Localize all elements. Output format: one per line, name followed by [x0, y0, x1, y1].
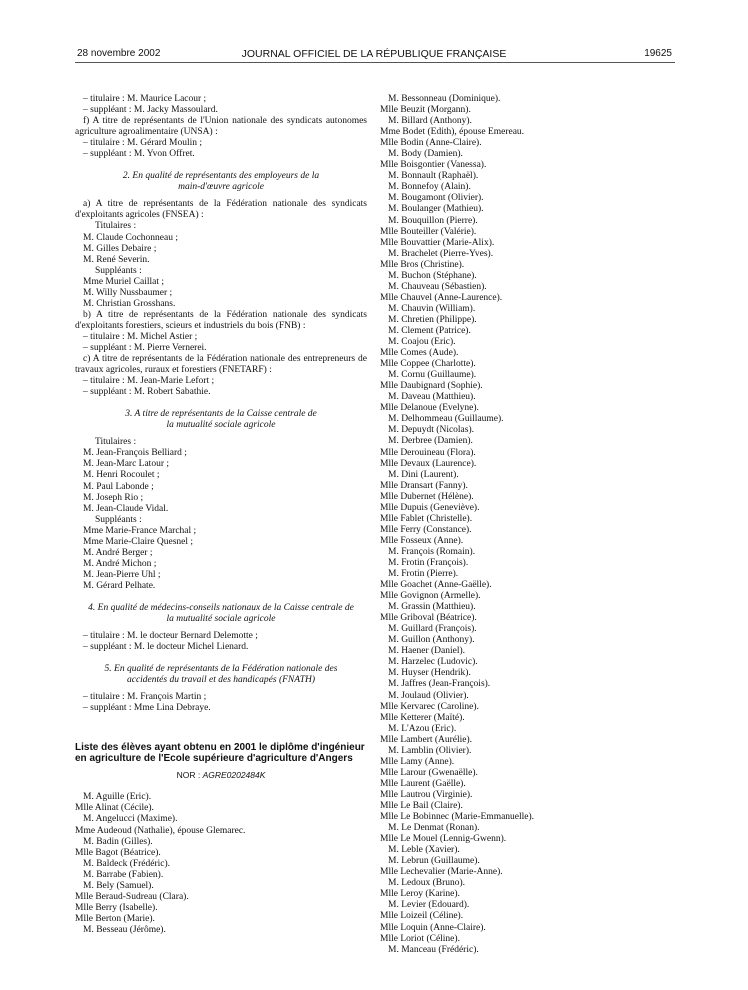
- list-item: M. Aguille (Eric).: [83, 792, 152, 803]
- section-heading: 4. En qualité de médecins-conseils nationaux de la Caisse centrale de la mutualité sociale agricole: [88, 602, 354, 625]
- list-item: Mlle Devaux (Laurence).: [380, 458, 477, 469]
- list-item: M. Lebrun (Guillaume).: [388, 856, 480, 867]
- list-item: M. Guillon (Anthony).: [388, 635, 475, 646]
- text-line: M. Claude Cochonneau ;: [83, 232, 178, 243]
- text-line: M. Gilles Debaire ;: [83, 243, 157, 254]
- list-item: Mlle Fosseux (Anne).: [380, 535, 464, 546]
- nor-label: NOR :: [176, 770, 203, 781]
- list-item: M. Bely (Samuel).: [83, 880, 154, 891]
- list-item: M. Bouquillon (Pierre).: [388, 215, 478, 226]
- list-item: M. L'Azou (Eric).: [388, 723, 457, 734]
- list-item: Mlle Govignon (Armelle).: [380, 591, 481, 602]
- list-item: Mlle Bouvattier (Marie-Alix).: [380, 237, 495, 248]
- list-item: Mlle Delanoue (Evelyne).: [380, 403, 479, 414]
- text-line: – titulaire : M. François Martin ;: [83, 692, 207, 703]
- list-item: M. Billard (Anthony).: [388, 116, 472, 127]
- subheading: Suppléants :: [95, 265, 142, 276]
- text-line: M. Joseph Rio ;: [83, 492, 144, 503]
- list-item: Mlle Loizeil (Céline).: [380, 911, 464, 922]
- list-item: M. Lamblin (Olivier).: [388, 745, 472, 756]
- list-item: Mlle Loriot (Céline).: [380, 933, 460, 944]
- list-item: Mlle Coppee (Charlotte).: [380, 359, 476, 370]
- list-item: M. Chretien (Philippe).: [388, 314, 477, 325]
- text-line: – titulaire : M. Michel Astier ;: [83, 331, 198, 342]
- text-line: M. André Michon ;: [83, 558, 157, 569]
- list-item: Mlle Chauvel (Anne-Laurence).: [380, 292, 503, 303]
- list-item: M. Haener (Daniel).: [388, 646, 466, 657]
- list-item: Mlle Laurent (Gaëlle).: [380, 778, 466, 789]
- list-item: Mlle Bouteiller (Valérie).: [380, 226, 477, 237]
- subheading: Suppléants :: [95, 514, 142, 525]
- text-line: – suppléant : M. le docteur Michel Lienard.: [83, 642, 249, 653]
- list-item: M. Bonnefoy (Alain).: [388, 182, 471, 193]
- list-item: M. Bessonneau (Dominique).: [388, 94, 501, 104]
- list-item: M. Manceau (Frédéric).: [388, 944, 479, 955]
- subheading: Titulaires :: [95, 437, 137, 448]
- list-item: Mlle Bros (Christine).: [380, 259, 465, 270]
- list-item: Mlle Goachet (Anne-Gaëlle).: [380, 580, 492, 591]
- list-item: M. Delhommeau (Guillaume).: [388, 414, 504, 425]
- text-line: M. Christian Grosshans.: [83, 298, 176, 309]
- subheading: Titulaires :: [95, 221, 137, 232]
- list-item: Mlle Loquin (Anne-Claire).: [380, 922, 486, 933]
- paragraph: a) A titre de représentants de la Fédération nationale des syndicats d'exploitants agricoles (FNSEA) :: [75, 199, 367, 221]
- list-item: Mlle Derouineau (Flora).: [380, 447, 476, 458]
- list-item: M. Cornu (Guillaume).: [388, 370, 477, 381]
- text-line: M. Jean-Claude Vidal.: [83, 503, 169, 514]
- left-column: [75, 94, 367, 936]
- header-rule: [75, 62, 675, 63]
- list-item: M. Grassin (Matthieu).: [388, 602, 476, 613]
- list-item: Mlle Le Bobinnec (Marie-Emmanuelle).: [380, 812, 535, 823]
- list-item: M. Dini (Laurent).: [388, 469, 459, 480]
- paragraph: c) A titre de représentants de la Fédération nationale des entrepreneurs de travaux agricoles, ruraux et forestiers (FNETARF) :: [75, 354, 367, 376]
- list-item: M. Brachelet (Pierre-Yves).: [388, 248, 494, 259]
- list-item: Mlle Le Bail (Claire).: [380, 801, 463, 811]
- list-item: Mlle Leroy (Karine).: [380, 889, 460, 900]
- text-line: Mme Marie-France Marchal ;: [83, 525, 197, 536]
- list-item: M. Besseau (Jérôme).: [83, 924, 166, 935]
- text-line: M. Gérard Pelhate.: [83, 580, 156, 591]
- text-line: – suppléant : M. Jacky Massoulard.: [83, 105, 218, 116]
- nor-code: AGRE0202484K: [202, 770, 266, 781]
- list-item: Mlle Ketterer (Maïté).: [380, 712, 465, 723]
- list-item: Mlle Daubignard (Sophie).: [380, 381, 483, 392]
- text-line: M. Jean-Pierre Uhl ;: [83, 569, 161, 580]
- list-item: Mme Bodet (Edith), épouse Emereau.: [380, 127, 525, 138]
- list-item: Mlle Beraud-Sudreau (Clara).: [75, 891, 189, 902]
- text-line: M. René Severin.: [83, 254, 150, 265]
- text-line: M. Willy Nussbaumer ;: [83, 287, 173, 298]
- paragraph: f) A titre de représentants de l'Union nationale des syndicats autonomes agriculture agroalimentaire (UNSA) :: [75, 116, 367, 138]
- list-item: Mlle Griboval (Béatrice).: [380, 613, 477, 624]
- list-item: Mlle Larour (Gwenaëlle).: [380, 767, 478, 778]
- page-number: 19625: [644, 48, 672, 59]
- list-item: M. Coajou (Eric).: [388, 337, 456, 348]
- list-item: M. Frotin (François).: [388, 557, 469, 568]
- list-item: M. Depuydt (Nicolas).: [388, 425, 475, 436]
- section-heading: 5. En qualité de représentants de la Fédération nationale des accidentés du travail et des handicapés (FNATH): [104, 664, 338, 686]
- right-column: [380, 94, 676, 956]
- text-line: Mme Marie-Claire Quesnel ;: [83, 536, 194, 547]
- list-item: Mlle Beuzit (Morgann).: [380, 105, 471, 116]
- list-item: Mme Audeoud (Nathalie), épouse Glemarec.: [75, 825, 246, 836]
- list-item: M. Chauvin (William).: [388, 303, 476, 314]
- list-item: Mlle Bodin (Anne-Claire).: [380, 138, 482, 149]
- list-item: Mlle Comes (Aude).: [380, 348, 459, 359]
- list-item: M. Angelucci (Maxime).: [83, 814, 178, 825]
- list-item: Mlle Bagot (Béatrice).: [75, 847, 161, 858]
- list-item: M. Harzelec (Ludovic).: [388, 657, 478, 668]
- text-line: – suppléant : M. Robert Sabathie.: [83, 387, 211, 398]
- header-date: 28 novembre 2002: [77, 48, 161, 59]
- section-heading: 2. En qualité de représentants des employeurs de la main-d'œuvre agricole: [122, 171, 320, 193]
- text-line: M. Paul Labonde ;: [83, 481, 154, 492]
- list-item: M. Derbree (Damien).: [388, 436, 473, 447]
- list-item: M. Barrabe (Fabien).: [83, 869, 164, 880]
- list-item: M. Le Denmat (Ronan).: [388, 823, 480, 834]
- list-item: M. François (Romain).: [388, 546, 476, 557]
- list-item: Mlle Berry (Isabelle).: [75, 902, 158, 913]
- list-item: Mlle Lautrou (Virginie).: [380, 789, 473, 800]
- text-line: Mme Muriel Caillat ;: [83, 276, 165, 287]
- list-item: Mlle Ferry (Constance).: [380, 524, 472, 535]
- list-item: Mlle Lechevalier (Marie-Anne).: [380, 867, 503, 878]
- list-item: M. Ledoux (Bruno).: [388, 878, 466, 889]
- text-line: – titulaire : M. Jean-Marie Lefort ;: [83, 376, 215, 387]
- list-item: M. Levier (Edouard).: [388, 900, 470, 911]
- list-item: Mlle Lamy (Anne).: [380, 756, 455, 767]
- text-line: – suppléant : Mme Lina Debraye.: [83, 703, 211, 714]
- list-item: M. Baldeck (Frédéric).: [83, 858, 171, 869]
- section-heading: 3. A titre de représentants de la Caisse centrale de la mutualité sociale agricole: [125, 409, 317, 431]
- list-item: Mlle Dubernet (Hélène).: [380, 491, 474, 502]
- list-item: M. Body (Damien).: [388, 149, 463, 160]
- text-line: M. André Berger ;: [83, 547, 153, 558]
- list-item: M. Huyser (Hendrik).: [388, 668, 471, 679]
- text-line: M. Jean-Marc Latour ;: [83, 459, 169, 470]
- list-item: M. Chauveau (Sébastien).: [388, 281, 487, 292]
- nor-reference: [75, 770, 367, 781]
- list-item: M. Jaffres (Jean-François).: [388, 679, 491, 690]
- text-line: M. Jean-François Belliard ;: [83, 448, 187, 459]
- list-item: Mlle Le Mouel (Lennig-Gwenn).: [380, 834, 507, 845]
- list-item: Mlle Dransart (Fanny).: [380, 480, 468, 491]
- list-item: M. Frotin (Pierre).: [388, 569, 459, 580]
- list-item: M. Boulanger (Mathieu).: [388, 204, 484, 215]
- list-item: M. Joulaud (Olivier).: [388, 690, 469, 701]
- list-item: M. Bougamont (Olivier).: [388, 193, 484, 204]
- paragraph: b) A titre de représentants de la Fédération nationale des syndicats d'exploitants forestiers, scieurs et industriels du bois (FNB) :: [75, 309, 367, 331]
- text-line: – suppléant : M. Pierre Vernerei.: [83, 342, 207, 353]
- list-item: Mlle Boisgontier (Vanessa).: [380, 160, 487, 171]
- text-line: – titulaire : M. le docteur Bernard Delemotte ;: [83, 631, 258, 642]
- text-line: M. Henri Rocoulet ;: [83, 470, 160, 481]
- list-item: M. Daveau (Matthieu).: [388, 392, 476, 403]
- text-line: – titulaire : M. Gérard Moulin ;: [83, 138, 202, 149]
- list-item: Mlle Kervarec (Caroline).: [380, 701, 479, 712]
- list-item: M. Leble (Xavier).: [388, 845, 460, 856]
- list-item: Mlle Lambert (Aurélie).: [380, 734, 473, 745]
- list-item: M. Buchon (Stéphane).: [388, 270, 477, 281]
- list-item: Mlle Fablet (Christelle).: [380, 513, 473, 524]
- list-item: M. Bonnault (Raphaël).: [388, 171, 479, 182]
- text-line: – suppléant : M. Yvon Offret.: [83, 149, 195, 160]
- list-item: M. Badin (Gilles).: [83, 836, 153, 847]
- list-item: Mlle Berton (Marie).: [75, 913, 155, 924]
- header-title: JOURNAL OFFICIEL DE LA RÉPUBLIQUE FRANÇAISE: [241, 48, 507, 60]
- list-item: M. Guillard (François).: [388, 624, 477, 635]
- text-line: – titulaire : M. Maurice Lacour ;: [83, 94, 207, 104]
- list-item: Mlle Alinat (Cécile).: [75, 803, 154, 814]
- list-title: Liste des élèves ayant obtenu en 2001 le diplôme d'ingénieur en agriculture de l'Ecole supérieure d'agriculture d'Angers: [75, 742, 365, 765]
- list-item: Mlle Dupuis (Geneviève).: [380, 502, 480, 513]
- list-item: M. Clement (Patrice).: [388, 325, 471, 336]
